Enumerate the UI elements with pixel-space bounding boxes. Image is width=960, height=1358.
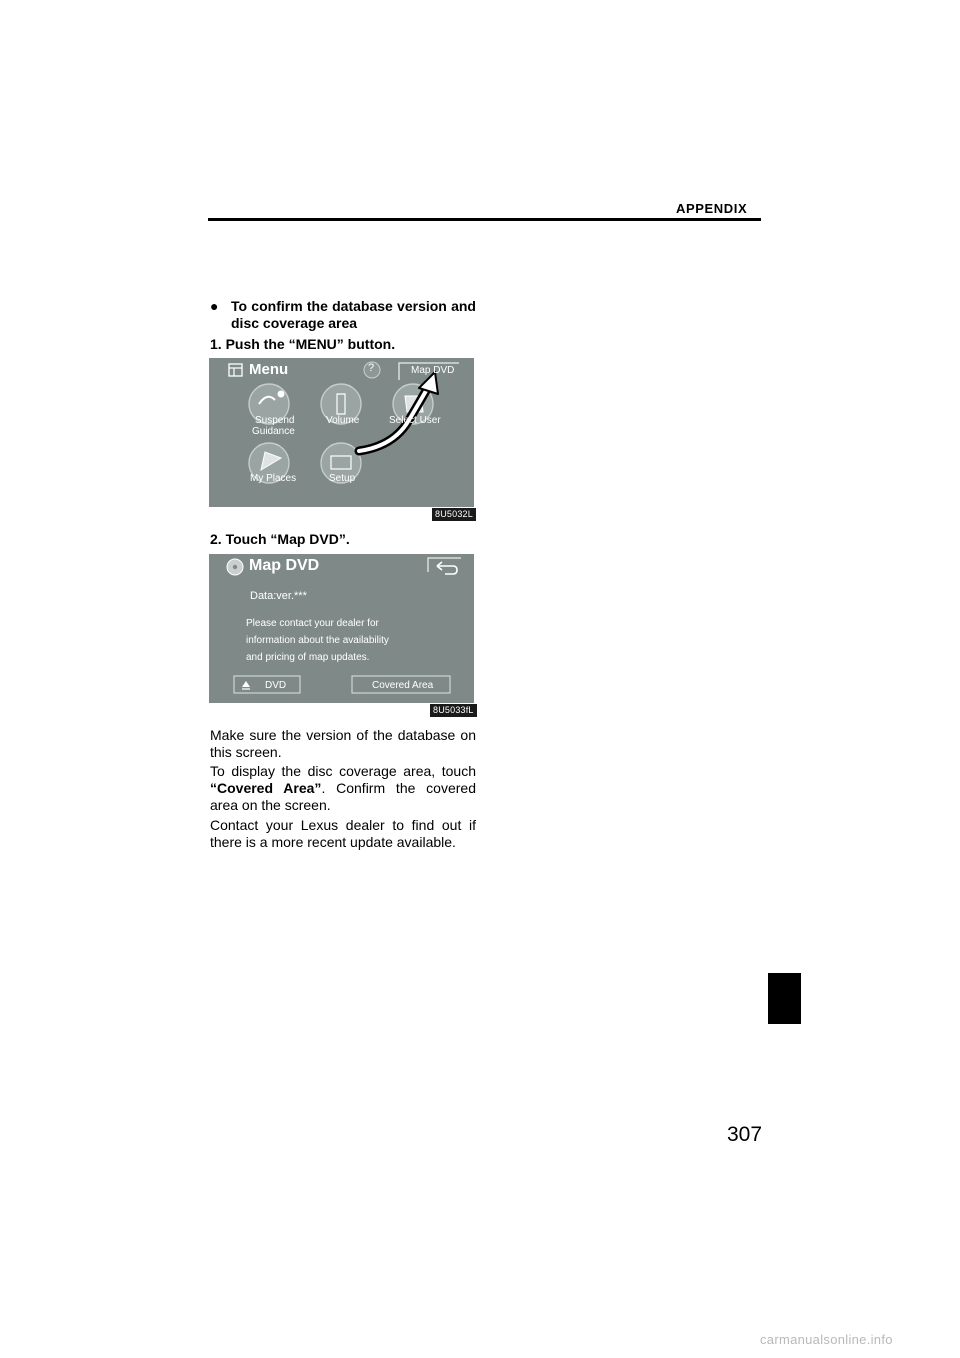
figure-code: 8U5032L xyxy=(432,508,476,521)
dvd-button: DVD xyxy=(265,680,287,691)
paragraph-version: Make sure the version of the database on this screen. xyxy=(210,727,476,760)
guidance-label: Guidance xyxy=(252,426,295,437)
covered-area-emphasis: “Covered Area” xyxy=(210,780,322,796)
message-line-3: and pricing of map updates. xyxy=(246,652,370,663)
section-header: APPENDIX xyxy=(676,201,748,216)
setup-label: Setup xyxy=(329,473,356,484)
bullet-heading: To confirm the database version and disc coverage area xyxy=(231,298,476,331)
map-dvd-screen-illustration xyxy=(209,554,474,703)
map-dvd-title: Map DVD xyxy=(249,557,320,574)
step-2: 2. Touch “Map DVD”. xyxy=(210,531,350,547)
paragraph-coverage: To display the disc coverage area, touch “Covered Area”. Confirm the covered area on the screen. xyxy=(210,763,476,813)
step-1: 1. Push the “MENU” button. xyxy=(210,336,396,352)
select-user-label: Select User xyxy=(389,415,441,426)
my-places-label: My Places xyxy=(250,473,297,484)
menu-screen-illustration xyxy=(209,358,474,507)
chapter-tab-marker xyxy=(768,973,801,1024)
map-dvd-button: Map DVD xyxy=(411,365,455,376)
figure-code: 8U5033fL xyxy=(430,704,477,717)
page-number: 307 xyxy=(727,1123,763,1146)
watermark: carmanualsonline.info xyxy=(760,1332,893,1347)
bullet-icon: ● xyxy=(210,298,219,314)
menu-title: Menu xyxy=(249,361,289,378)
data-version: Data:ver.*** xyxy=(250,590,307,602)
message-line-2: information about the availability xyxy=(246,635,389,646)
header-rule xyxy=(208,218,761,221)
paragraph-contact: Contact your Lexus dealer to find out if there is a more recent update available. xyxy=(210,817,476,850)
volume-label: Volume xyxy=(326,415,360,426)
suspend-label: Suspend xyxy=(255,415,295,426)
message-line-1: Please contact your dealer for xyxy=(246,618,379,629)
help-icon: ? xyxy=(368,362,375,374)
covered-area-button: Covered Area xyxy=(372,680,434,691)
menu-screen-graphics xyxy=(209,358,474,507)
